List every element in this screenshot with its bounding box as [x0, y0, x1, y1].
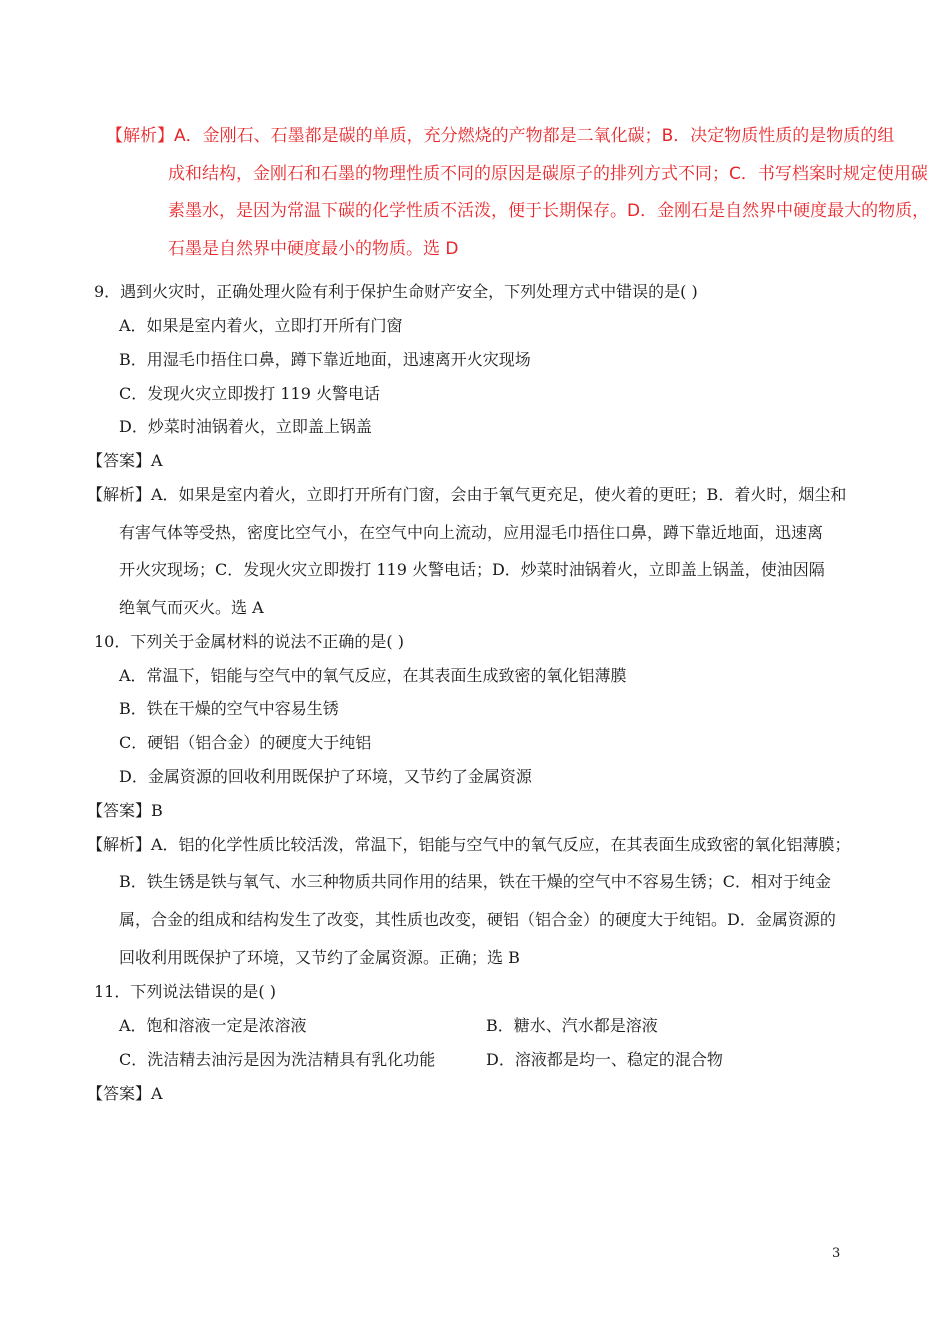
option-b: B．铁在干燥的空气中容易生锈 — [119, 699, 339, 718]
analysis-line: 【解析】A．如果是室内着火，立即打开所有门窗，会由于氧气更充足，使火着的更旺；B．着火时，烟尘和 — [87, 485, 847, 504]
analysis-line: 【解析】A．铝的化学性质比较活泼，常温下，铝能与空气中的氧气反应，在其表面生成致密的氧化铝薄膜； — [87, 835, 851, 854]
analysis-line: 开火灾现场；C．发现火灾立即拨打 119 火警电话；D．炒菜时油锅着火，立即盖上锅盖，使油因隔 — [119, 560, 825, 579]
analysis-line: 有害气体等受热，密度比空气小，在空气中向上流动，应用湿毛巾捂住口鼻，蹲下靠近地面，迅速离 — [119, 523, 824, 542]
red-analysis-line: 【解析】A．金刚石、石墨都是碳的单质，充分燃烧的产物都是二氧化碳；B．决定物质性质的是物质的组 — [106, 126, 895, 146]
question-stem: 10．下列关于金属材料的说法不正确的是( ) — [94, 632, 404, 651]
analysis-line: 绝氧气而灭火。选 A — [119, 598, 264, 617]
answer: 【答案】B — [87, 801, 163, 820]
answer: 【答案】A — [87, 1084, 163, 1103]
analysis-line: 属，合金的组成和结构发生了改变，其性质也改变，硬铝（铝合金）的硬度大于纯铝。D．金属资源的 — [119, 910, 836, 929]
page-number: 3 — [832, 1246, 841, 1261]
option-d: D．溶液都是均一、稳定的混合物 — [486, 1050, 723, 1069]
red-analysis-line: 石墨是自然界中硬度最小的物质。选 D — [168, 239, 459, 259]
option-c: C．发现火灾立即拨打 119 火警电话 — [119, 384, 380, 403]
option-c: C．硬铝（铝合金）的硬度大于纯铝 — [119, 733, 372, 752]
analysis-line: B．铁生锈是铁与氧气、水三种物质共同作用的结果，铁在干燥的空气中不容易生锈；C．相对于纯金 — [119, 872, 832, 891]
option-a: A．如果是室内着火，立即打开所有门窗 — [119, 316, 403, 335]
option-a: A．常温下，铝能与空气中的氧气反应，在其表面生成致密的氧化铝薄膜 — [119, 666, 627, 685]
option-a: A．饱和溶液一定是浓溶液 — [119, 1016, 307, 1035]
red-analysis-line: 素墨水，是因为常温下碳的化学性质不活泼，便于长期保存。D．金刚石是自然界中硬度最大的物质， — [168, 201, 930, 221]
option-b: B．用湿毛巾捂住口鼻，蹲下靠近地面，迅速离开火灾现场 — [119, 350, 531, 369]
question-stem: 9．遇到火灾时，正确处理火险有利于保护生命财产安全，下列处理方式中错误的是( ) — [94, 282, 698, 301]
option-c: C．洗洁精去油污是因为洗洁精具有乳化功能 — [119, 1050, 436, 1069]
analysis-line: 回收利用既保护了环境，又节约了金属资源。正确；选 B — [119, 948, 520, 967]
answer: 【答案】A — [87, 451, 163, 470]
red-analysis-line: 成和结构，金刚石和石墨的物理性质不同的原因是碳原子的排列方式不同；C．书写档案时规定使用碳 — [168, 164, 928, 184]
option-b: B．糖水、汽水都是溶液 — [486, 1016, 658, 1035]
option-d: D．金属资源的回收利用既保护了环境，又节约了金属资源 — [119, 767, 532, 786]
question-stem: 11．下列说法错误的是( ) — [94, 982, 276, 1001]
option-d: D．炒菜时油锅着火，立即盖上锅盖 — [119, 417, 372, 436]
